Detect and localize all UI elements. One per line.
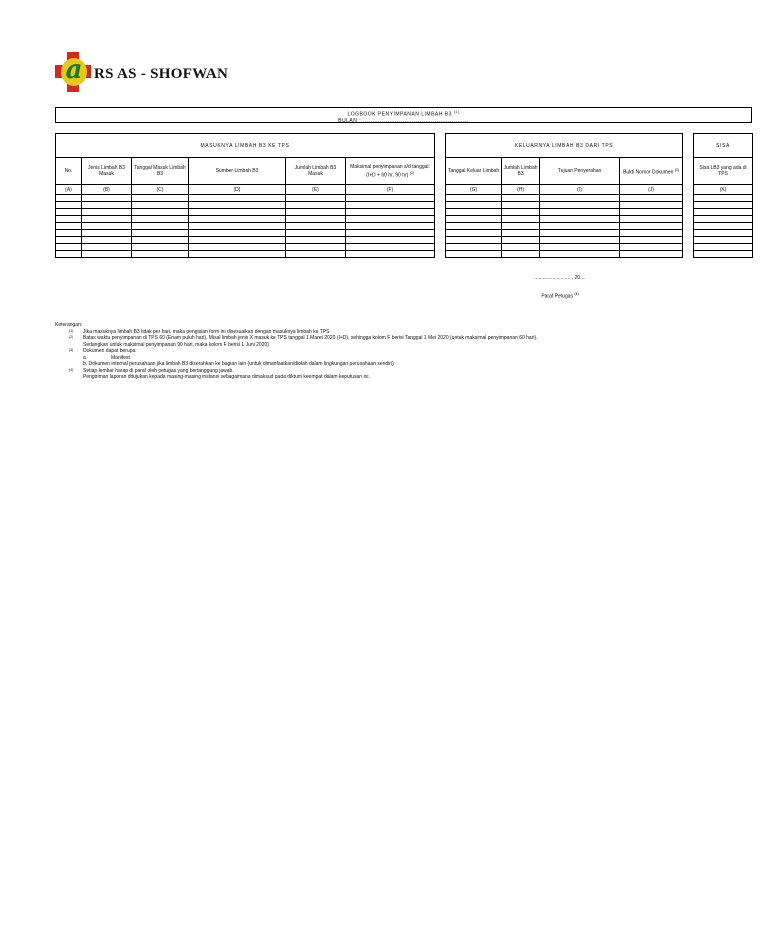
table-cell [189,223,286,230]
table-cell [346,195,435,202]
spacer [435,209,446,216]
table-cell [502,195,540,202]
table-row [56,237,753,244]
table-cell [620,244,683,251]
note-2-cont: Sedangkan untuk maksimal penyimpanan 90 hari, maka kolom F berisi 1 Juni 2020) [83,341,269,348]
spacer [683,185,694,195]
table-cell [82,195,132,202]
table-cell [540,230,620,237]
note-3: (3) Dokumen dapat berupa: [69,348,137,354]
col-label: (I) [540,185,620,195]
table-cell [189,237,286,244]
table-cell [82,251,132,258]
table-cell [620,195,683,202]
table-cell [346,209,435,216]
notes-section [55,322,745,381]
table-cell [82,209,132,216]
notes-heading: Keterangan: [55,322,83,328]
table-cell [286,202,346,209]
col-label: (G) [446,185,502,195]
table-cell [620,202,683,209]
table-cell [286,209,346,216]
hospital-logo [55,52,228,92]
note-2: (2) Batas waktu penyimpanan di TPS 60 (Enam puluh hari). Misal limbah jenis X masuk ke TPS tanggal 1 Maret 2020 (I+D), sehingga kolom F berisi Tanggal 1 Mei 2020 (untuk maksimal penyimpanan 60 hari). [69,335,538,341]
table-row [56,209,753,216]
logo-cross-icon [55,52,91,92]
spacer [435,195,446,202]
section-out-header: KELUARNYA LIMBAH B3 DARI TPS [446,134,683,158]
table-cell [56,209,82,216]
logbook-table [55,133,753,258]
note-4-cont: Pengiriman laporan ditujukan kepada masing-masing instansi sebagaimana dimaksud pada diktum keempat dalam keputusan ini. [83,374,370,380]
spacer [435,158,446,185]
table-cell [446,209,502,216]
col-bukti: Bukti Nomor Dokumen $^{(3)}$ [620,158,683,185]
col-jumlah-keluar: Jumlah Limbah B3 [502,158,540,185]
table-cell [620,251,683,258]
table-cell [56,195,82,202]
table-cell [502,223,540,230]
table-cell [446,216,502,223]
section-rest-header: SISA [694,134,753,158]
col-label: (C) [132,185,189,195]
table-cell [540,216,620,223]
col-label: (K) [694,185,753,195]
spacer [683,223,694,230]
table-cell [132,202,189,209]
col-tgl-masuk: Tanggal Masuk Limbah B3 [132,158,189,185]
table-cell [189,251,286,258]
table-cell [502,251,540,258]
signature-label: Paraf Petugas $^{(4)}$ [541,292,579,300]
col-tgl-keluar: Tanggal Keluar Limbah [446,158,502,185]
table-row [56,216,753,223]
table-cell [346,244,435,251]
table-row [56,230,753,237]
table-cell [694,244,753,251]
table-cell [132,230,189,237]
table-cell [502,230,540,237]
table-cell [540,244,620,251]
table-cell [446,202,502,209]
table-cell [694,216,753,223]
table-row [56,251,753,258]
table-cell [620,216,683,223]
hospital-name: RS AS - SHOFWAN [94,65,229,82]
title-line1: LOGBOOK PENYIMPANAN LIMBAH B3 [347,111,452,118]
spacer [683,195,694,202]
col-sisa: Sisa LB3 yang ada di TPS [694,158,753,185]
table-cell [694,251,753,258]
spacer [435,230,446,237]
table-cell [694,237,753,244]
table-cell [56,230,82,237]
table-cell [446,237,502,244]
table-cell [56,223,82,230]
table-cell [694,230,753,237]
table-cell [56,244,82,251]
table-cell [132,237,189,244]
spacer [683,230,694,237]
table-cell [56,251,82,258]
table-cell [694,202,753,209]
col-label: (A) [56,185,82,195]
spacer [435,223,446,230]
table-cell [540,251,620,258]
table-cell [446,223,502,230]
table-cell [694,209,753,216]
table-cell [189,202,286,209]
table-cell [189,209,286,216]
table-cell [502,216,540,223]
table-cell [286,237,346,244]
spacer [683,202,694,209]
table-cell [286,195,346,202]
note-3b: b. Dokumen internal perusahaan jika limbah B3 diserahkan ke bagian lain (untuk dimanfaatkan/diolah dalam lingkungan perusahaan sendiri) [83,361,394,367]
table-cell [189,244,286,251]
table-cell [620,223,683,230]
spacer [435,202,446,209]
table-cell [286,216,346,223]
table-cell [286,251,346,258]
table-cell [346,202,435,209]
signature-date: ..........................., 20.... [534,275,586,281]
table-cell [56,237,82,244]
table-cell [189,230,286,237]
spacer [683,158,694,185]
table-cell [286,223,346,230]
col-label: (F) [346,185,435,195]
table-cell [132,223,189,230]
spacer [435,185,446,195]
table-cell [502,237,540,244]
col-label: (E) [286,185,346,195]
table-cell [189,195,286,202]
col-label: (H) [502,185,540,195]
spacer [435,134,446,158]
table-cell [132,251,189,258]
col-no: No. [56,158,82,185]
col-maksimal: Maksimal penyimpanan s/d tanggal: (I+D + 60 hr, 90 hr) $^{(2)}$ [346,158,435,185]
title-note: (1) [453,110,460,114]
table-cell [446,230,502,237]
table-cell [446,251,502,258]
table-cell [82,202,132,209]
table-cell [502,244,540,251]
col-sumber: Sumber Limbah B3 [189,158,286,185]
col-tujuan: Tujuan Penyerahan [540,158,620,185]
table-cell [132,244,189,251]
logo-letter: a [61,58,87,86]
spacer [683,216,694,223]
table-cell [540,209,620,216]
table-cell [694,223,753,230]
spacer [683,244,694,251]
table-row [56,223,753,230]
spacer [683,134,694,158]
table-cell [540,202,620,209]
table-row [56,244,753,251]
table-cell [189,216,286,223]
document-title [55,107,752,123]
table-cell [446,244,502,251]
spacer [683,251,694,258]
table-cell [346,216,435,223]
spacer [683,209,694,216]
spacer [435,251,446,258]
blank-rows [56,195,753,258]
table-cell [56,216,82,223]
col-label: (D) [189,185,286,195]
spacer [683,237,694,244]
table-cell [346,230,435,237]
table-cell [694,195,753,202]
table-cell [132,209,189,216]
table-cell [502,209,540,216]
table-cell [82,230,132,237]
col-label: (B) [82,185,132,195]
table-cell [132,216,189,223]
col-jumlah-masuk: Jumlah Limbah B3 Masuk [286,158,346,185]
section-in-header: MASUKNYA LIMBAH B3 KE TPS [56,134,435,158]
note-1: (1) Jika masuknya limbah B3 tidak per hari, maka pengisian form ini disesuaikan dengan masuknya limbah ke TPS [69,328,330,335]
table-cell [540,223,620,230]
table-cell [346,237,435,244]
table-cell [620,230,683,237]
table-cell [620,237,683,244]
table-row [56,202,753,209]
table-cell [82,216,132,223]
table-cell [82,237,132,244]
col-jenis: Jenis Limbah B3 Masuk [82,158,132,185]
table-cell [502,202,540,209]
table-cell [286,230,346,237]
spacer [435,237,446,244]
table-row [56,195,753,202]
note-4: (4) Setiap lembar harap di paraf oleh petugas yang bertanggung jawab. [69,367,234,374]
table-cell [346,223,435,230]
note-3a: a. Manifest [83,354,130,361]
spacer [435,216,446,223]
spacer [435,244,446,251]
table-cell [132,195,189,202]
table-cell [446,195,502,202]
table-cell [82,223,132,230]
table-cell [82,244,132,251]
table-cell [286,244,346,251]
table-cell [540,195,620,202]
table-cell [540,237,620,244]
table-cell [346,251,435,258]
table-cell [56,202,82,209]
title-line2: BULAN : ........................................................ [338,118,469,125]
col-label: (J) [620,185,683,195]
table-cell [620,209,683,216]
